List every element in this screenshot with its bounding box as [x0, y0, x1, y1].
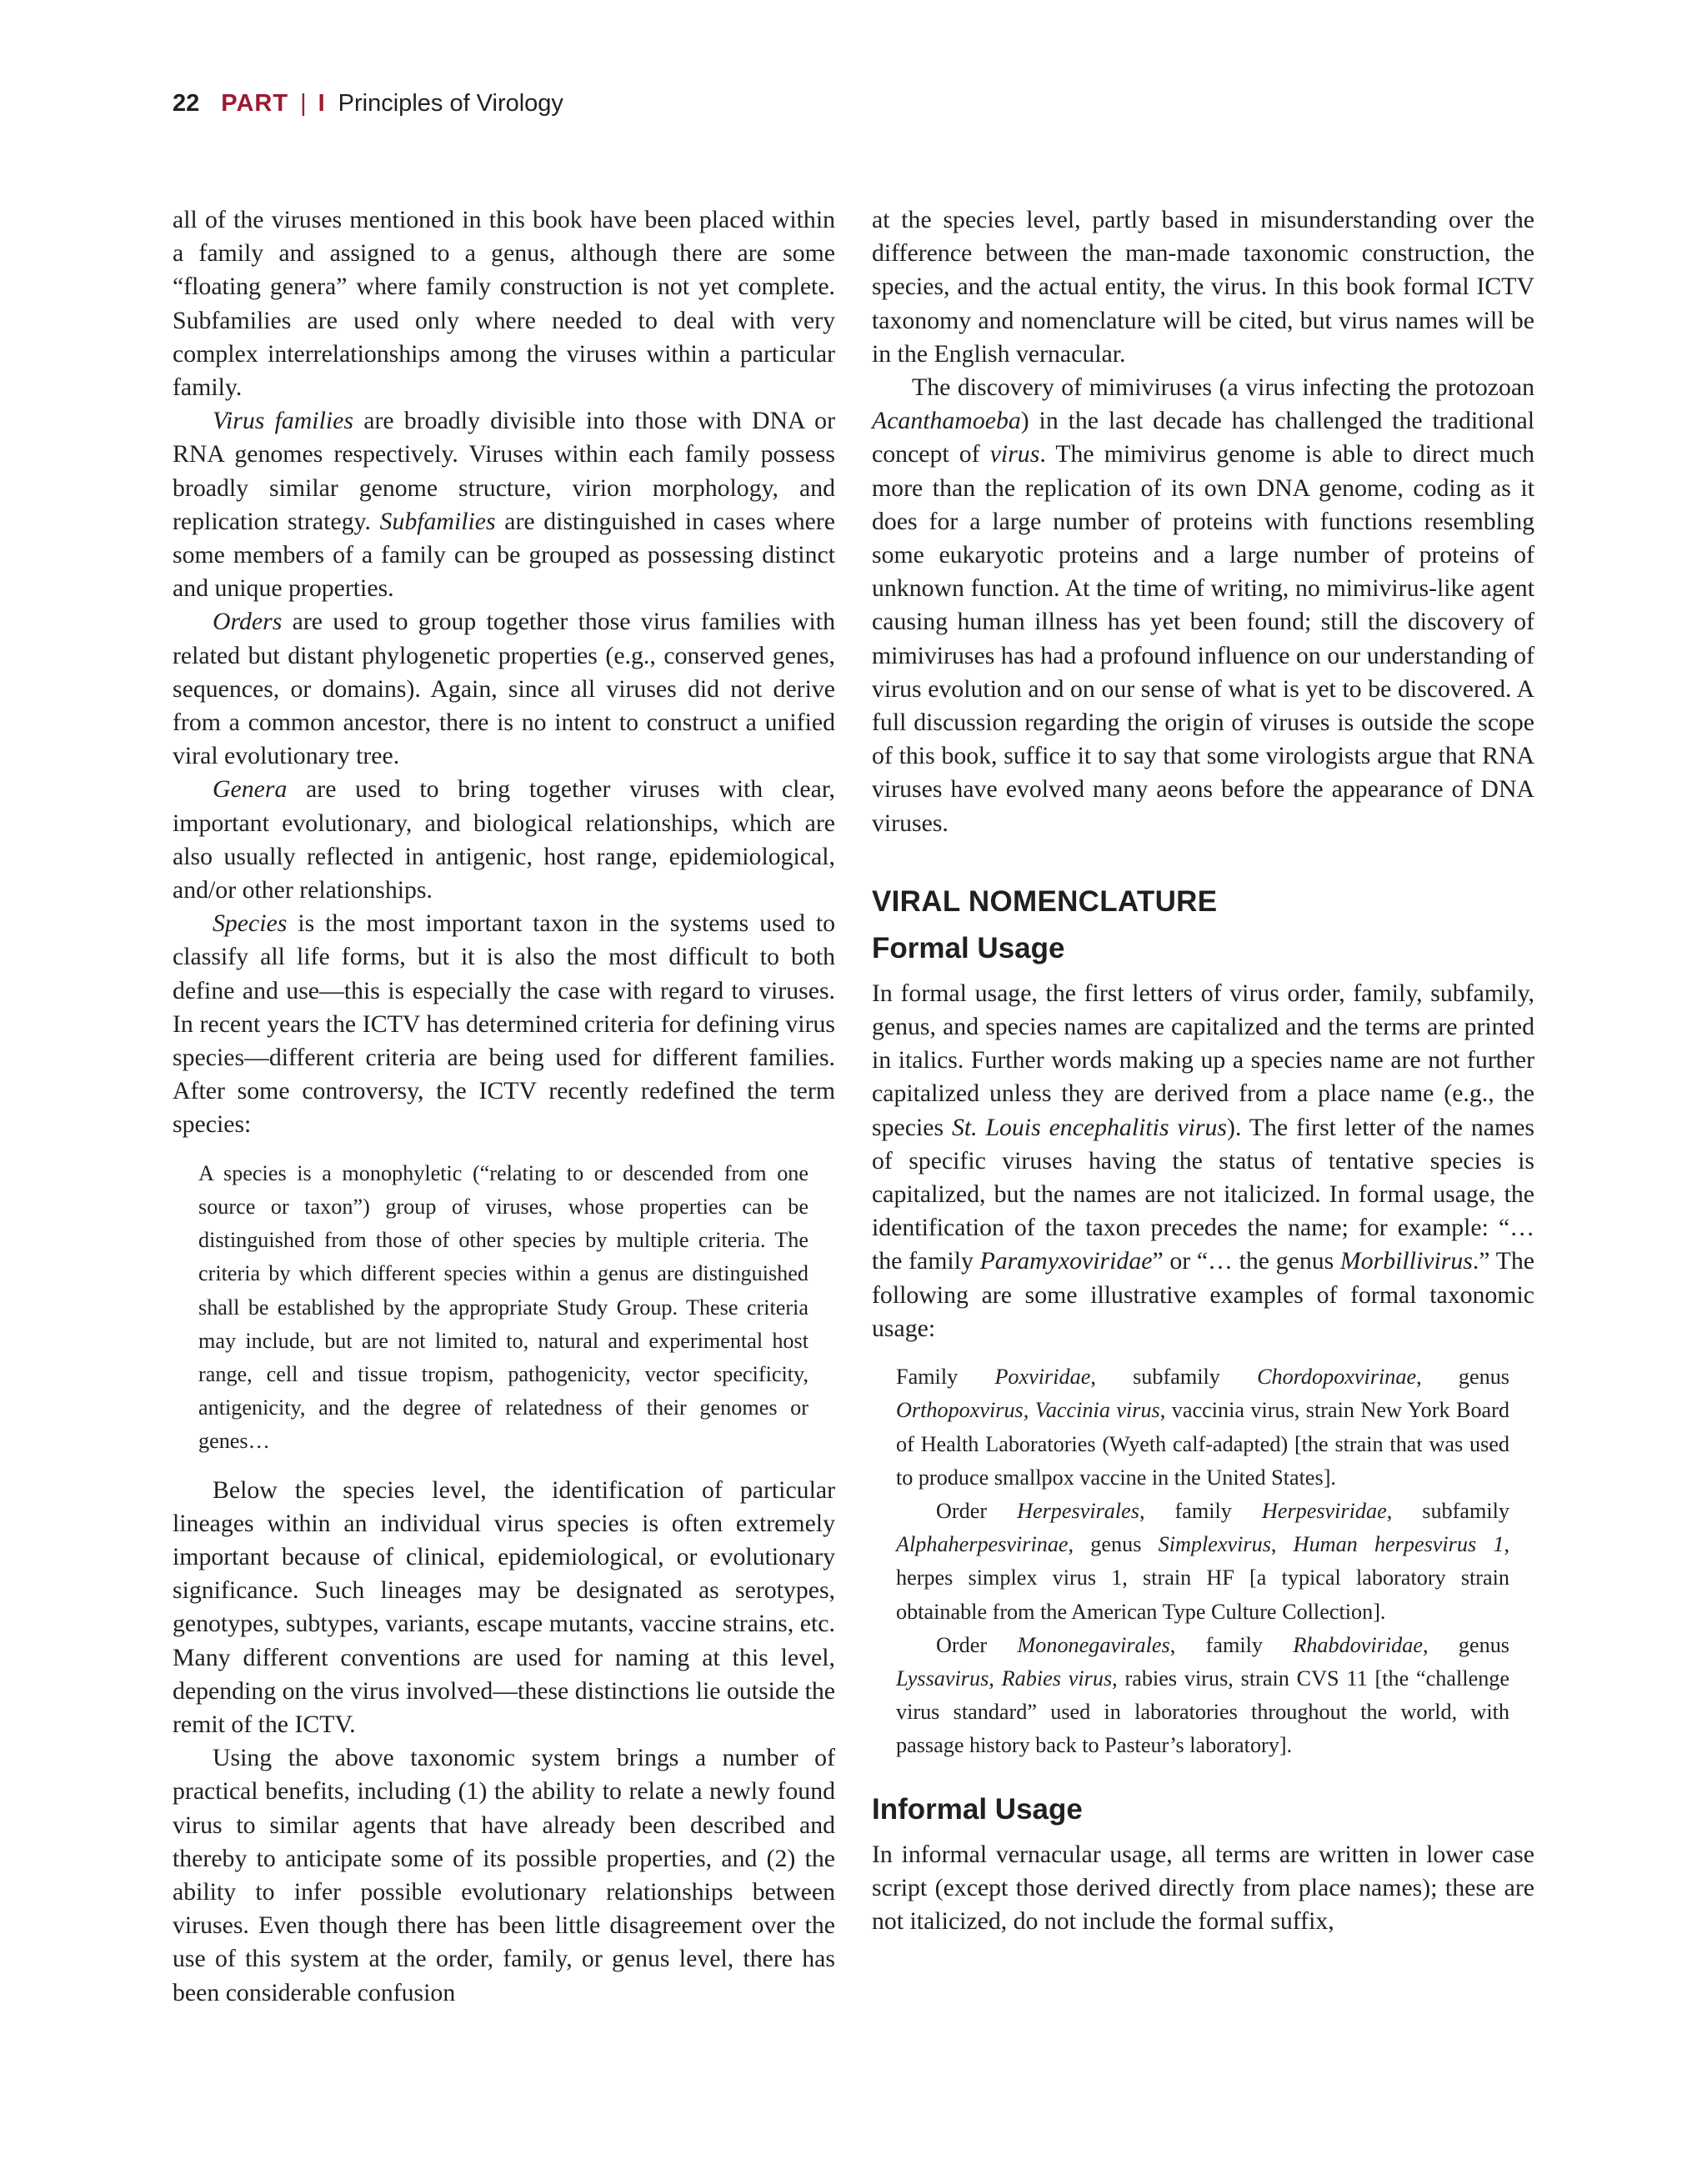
examples-block — [872, 1360, 1534, 1762]
left-column — [173, 203, 835, 2010]
term: Genera — [213, 775, 288, 804]
paragraph-genera: Genera are used to bring together viruses with clear, important evolutionary, and biological relationships, which are also usually reflected in antigenic, host range, epidemiological, and/or other relationships. — [173, 775, 835, 904]
subsection-heading-informal: Informal Usage — [872, 1792, 1083, 1826]
paragraph-species: Species is the most important taxon in the systems used to classify all life forms, but it is also the most difficult to both define and use—this is especially the case with regard to viruses. In recent years the ICTV has determined criteria for defining virus species—different criteria are being used for different families. After some controversy, the ICTV recently redefined the term species: — [173, 909, 835, 1139]
example-herpesvirales: Order Herpesvirales, family Herpesviridae, subfamily Alphaherpesvirinae, genus Simplexvirus, Human herpesvirus 1, herpes simplex virus 1, strain HF [a typical laboratory strain obtainable from the American Type Culture Collection]. — [896, 1498, 1510, 1624]
paragraph: Using the above taxonomic system brings a number of practical benefits, including (1) the ability to relate a newly found virus to similar agents that have already been described and thereby to anticipate some of its possible properties, and (2) the ability to infer possible evolutionary relationships between viruses. Even though there has been little disagreement over the use of this system at the order, family, or genus level, there has been considerable confusion — [173, 1744, 835, 2006]
section-heading: VIRAL NOMENCLATURE — [872, 884, 1218, 918]
page-number: 22 — [173, 90, 200, 117]
paragraph: Below the species level, the identification of particular lineages within an individual virus species is often extremely important because of clinical, epidemiological, or evolutionary significance. Such lineages may be designated as serotypes, genotypes, subtypes, variants, escape mutants, vaccine strains, etc. Many different conventions are used for naming at this level, depending on the virus involved—these distinctions lie outside the remit of the ICTV. — [173, 1475, 835, 1738]
part-number: I — [318, 90, 325, 117]
term: Subfamilies — [379, 507, 496, 535]
paragraph-formal-usage: In formal usage, the first letters of virus order, family, subfamily, genus, and species names are capitalized and the terms are printed in italics. Further words making up a species name are not further capitalized unless they are derived from a place name (e.g., the species St. Louis encephalitis virus). The first letter of the names of specific viruses having the status of tentative species is capitalized, but the names are not italicized. In formal usage, the identification of the taxon precedes the name; for example: “… the family Paramyxoviridae” or “… the genus Morbillivirus.” The following are some illustrative examples of formal taxonomic usage: — [872, 979, 1535, 1342]
paragraph: at the species level, partly based in misunderstanding over the difference between the man-made taxonomic construction, the species, and the actual entity, the virus. In this book formal ICTV taxonomy and nomenclature will be cited, but virus names will be in the English vernacular. — [872, 206, 1534, 368]
paragraph-informal-usage: In informal vernacular usage, all terms are written in lower case script (except those derived directly from place names); these are not italicized, do not include the formal suffix, — [872, 1840, 1534, 1935]
part-label: PART — [221, 90, 289, 117]
paragraph-orders: Orders are used to group together those virus families with related but distant phylogenetic properties (e.g., conserved genes, sequences, or domains). Again, since all viruses did not derive from a common ancestor, there is no intent to construct a unified viral evolutionary tree. — [173, 608, 835, 770]
right-column — [872, 203, 1534, 1938]
example-poxviridae: Family Poxviridae, subfamily Chordopoxvirinae, genus Orthopoxvirus, Vaccinia virus, vaccinia virus, strain New York Board of Health Laboratories (Wyeth calf-adapted) [the strain that was used to produce smallpox vaccine in the United States]. — [896, 1365, 1509, 1490]
term: Virus families — [213, 407, 353, 435]
term: Orders — [213, 608, 283, 636]
block-quote: A species is a monophyletic (“relating to or descended from one source or taxon”) group of viruses, whose properties can be distinguished from those of other species by multiple criteria. The criteria by which different species within a genus are distinguished shall be established by the appropriate Study Group. These criteria may include, but are not limited to, natural and experimental host range, cell and tissue tropism, pathogenicity, vector specificity, antigenicity, and the degree of relatedness of their genomes or genes… — [198, 1160, 808, 1454]
paragraph-virus-families: Virus families are broadly divisible into those with DNA or RNA genomes respectively. Viruses within each family possess broadly similar genome structure, virion morphology, and replication strategy. Subfamilies are distinguished in cases where some members of a family can be grouped as possessing distinct and unique properties. — [173, 407, 835, 603]
running-header — [173, 90, 563, 130]
header-separator: | — [300, 90, 307, 117]
part-title: Principles of Virology — [338, 90, 563, 117]
subsection-heading-formal: Formal Usage — [872, 931, 1065, 964]
term: Species — [213, 909, 288, 938]
paragraph-mimiviruses: The discovery of mimiviruses (a virus infecting the protozoan Acanthamoeba) in the last decade has challenged the traditional concept of virus. The mimivirus genome is able to direct much more than the replication of its own DNA genome, coding as it does for a large number of proteins with functions resembling some eukaryotic proteins and a large number of proteins of unknown function. At the time of writing, no mimivirus-like agent causing human illness has yet been found; still the discovery of mimiviruses has had a profound influence on our understanding of virus evolution and on our sense of what is yet to be discovered. A full discussion regarding the origin of viruses is outside the scope of this book, suffice it to say that some virologists argue that RNA viruses have evolved many aeons before the appearance of DNA viruses. — [872, 373, 1534, 837]
example-mononegavirales: Order Mononegavirales, family Rhabdoviridae, genus Lyssavirus, Rabies virus, rabies virus, strain CVS 11 [the “challenge virus standard” used in laboratories throughout the world, with passage history back to Pasteur’s laboratory]. — [896, 1632, 1510, 1758]
paragraph: all of the viruses mentioned in this book have been placed within a family and assigned to a genus, although there are some “floating genera” where family construction is not yet complete. Subfamilies are used only where needed to deal with very complex interrelationships among the viruses within a particular family. — [173, 206, 835, 402]
